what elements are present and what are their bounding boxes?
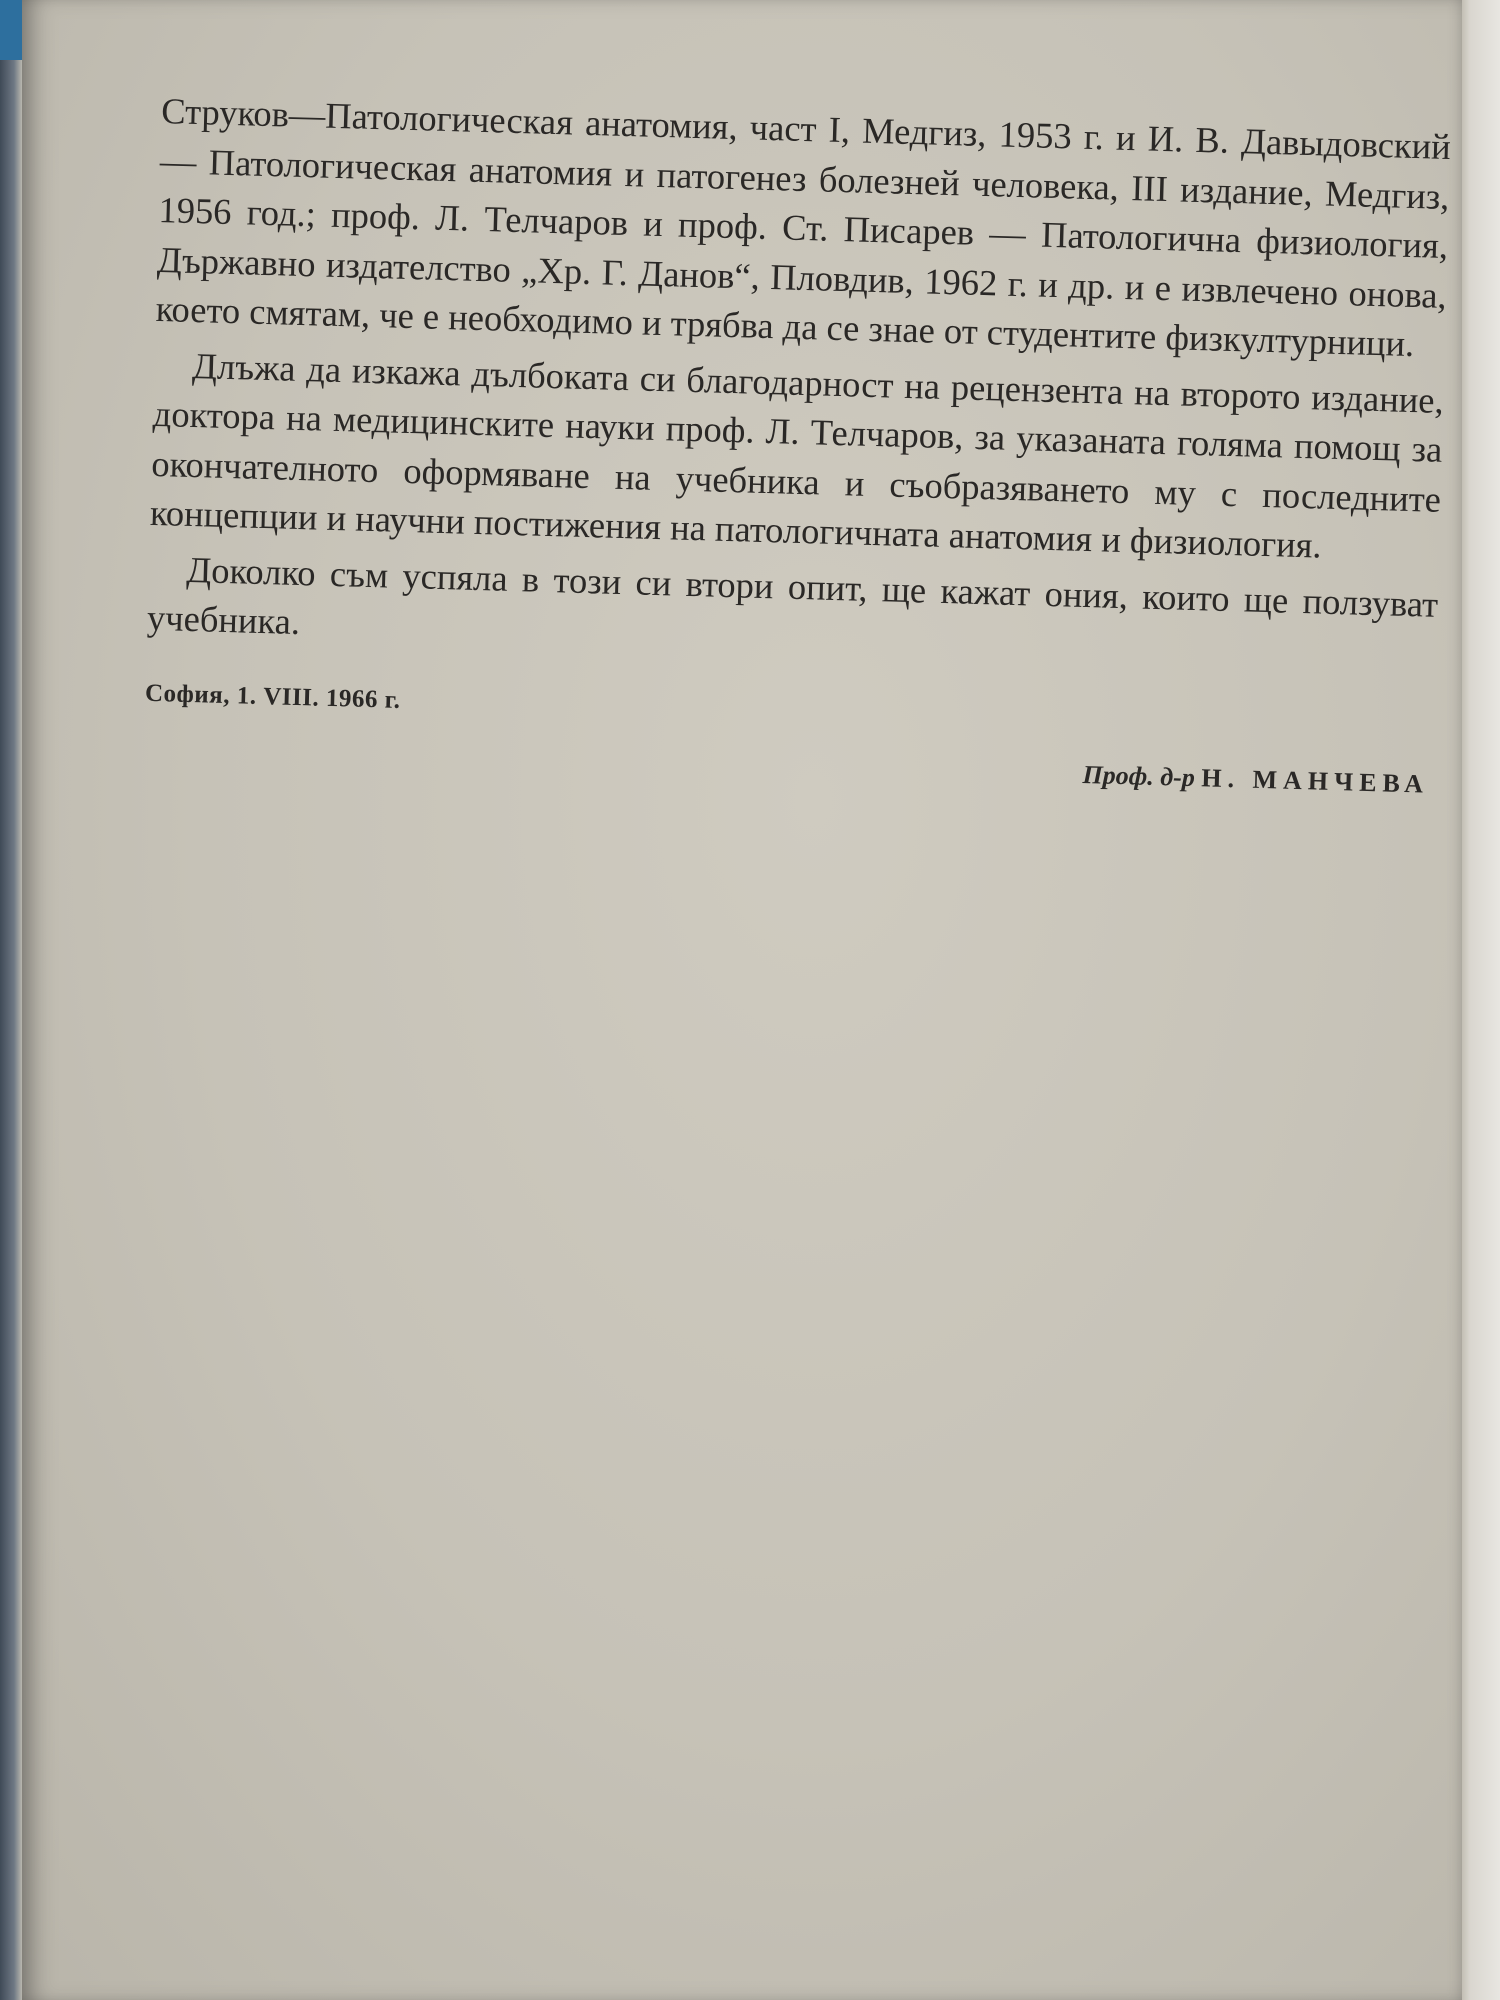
book-cover-edge: [0, 0, 24, 60]
book-page: [22, 0, 1462, 2000]
paragraph-closing: Доколко съм успяла в този си втори опит, ще кажат ония, които ще ползуват учебника.: [146, 548, 1439, 643]
signature-title: Проф. д-р: [1082, 759, 1196, 793]
paragraph-acknowledgement: Длъжа да изкажа дълбоката си благодарност на рецензента на второто издание, доктора на медицинските науки проф. Л. Телчаров, за указаната голяма помощ за окончателното оформяване на учебника и съобразяването му с последните концепции и научни постижения на патологичната анатомия и физиология.: [149, 344, 1445, 566]
next-page-edge: [1460, 0, 1500, 2000]
page-text: [143, 86, 1452, 809]
paragraph-references: Струков—Патологическая анатомия, част I, Медгиз, 1953 г. и И. В. Давыдовский — Патологическая анатомия и патогенез болезней человека, III издание, Медгиз, 1956 год.; проф. Л. Телчаров и проф. Ст. Писарев — Патологична физиология, Държавно издателство „Хр. Г. Данов“, Пловдив, 1962 г. и др. и е извлечено онова, което смятам, че е необходимо и трябва да се знае от студентите физкултурници.: [155, 89, 1452, 365]
place-date: София, 1. VIII. 1966 г.: [144, 679, 401, 714]
signature-name: Н. МАНЧЕВА: [1201, 763, 1430, 799]
